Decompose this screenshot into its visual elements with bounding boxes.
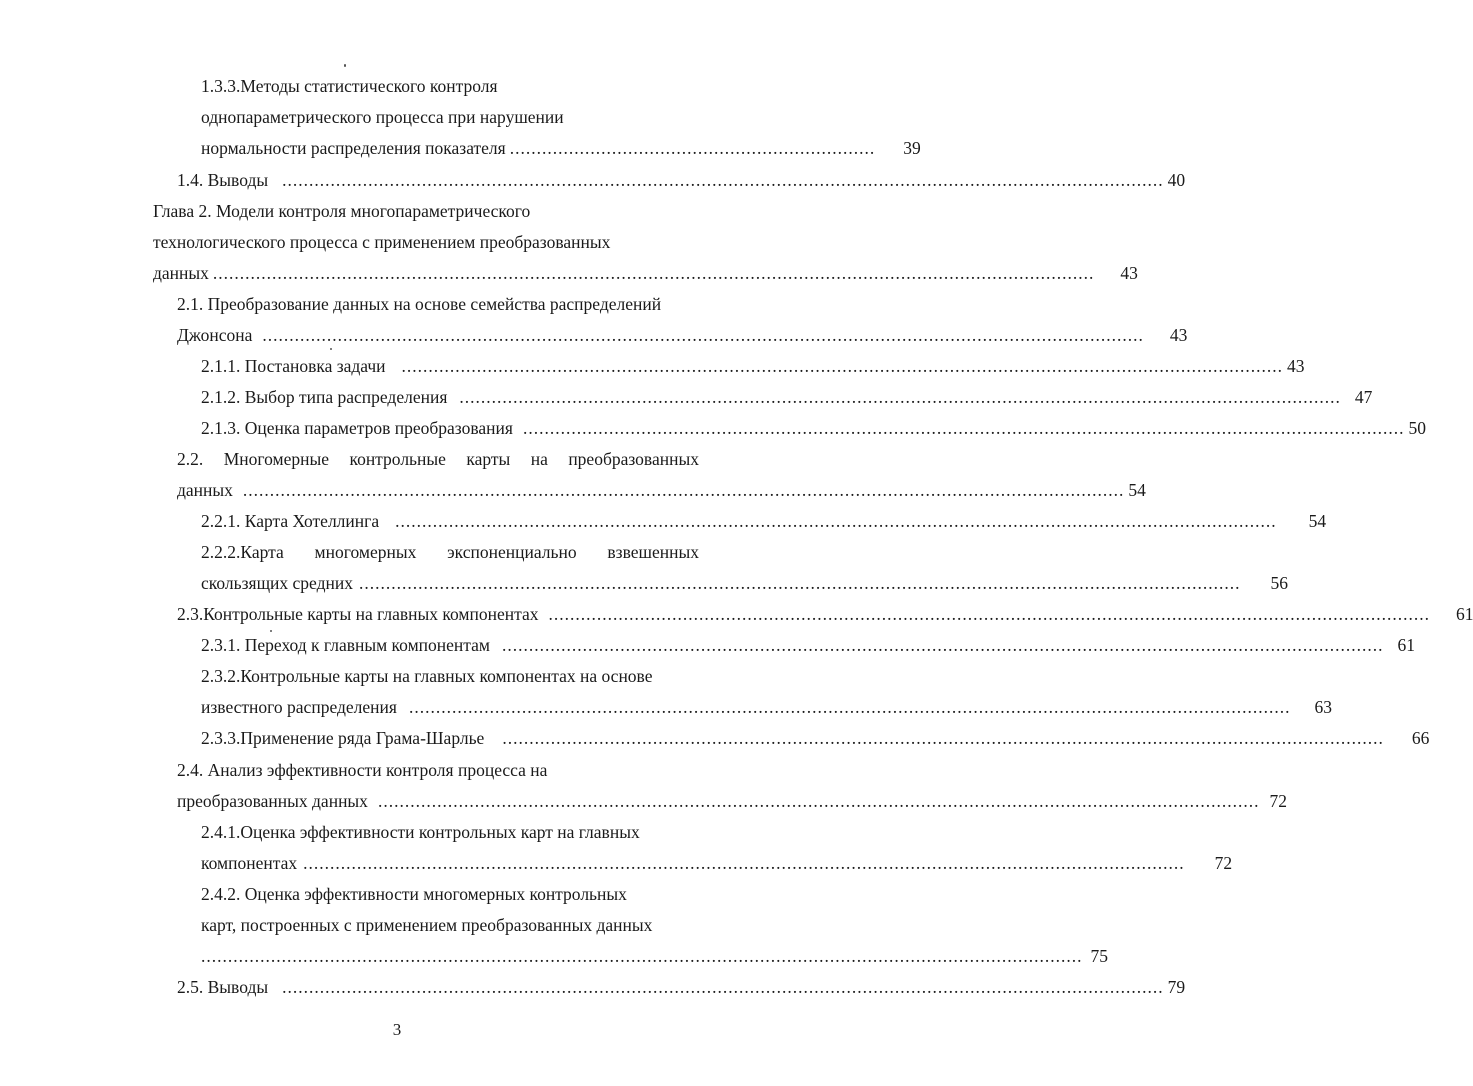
scan-speck	[344, 64, 346, 67]
toc-entry-text: известного распределения	[201, 697, 397, 717]
toc-page-number: 43	[1287, 356, 1305, 376]
toc-page-number: 54	[1308, 511, 1327, 531]
toc-entry-2-4-line1: 2.4. Анализ эффективности контроля процесса на	[177, 760, 548, 780]
leader-dots: ....................................................................................................................................................................	[212, 263, 1095, 283]
toc-page-number: 72	[1269, 791, 1287, 811]
toc-page-number: 79	[1167, 977, 1186, 997]
leader-dots: ....................................................................................................................................................................	[401, 356, 1284, 376]
leader-dots: ....................................................................................................................................................................	[459, 387, 1341, 407]
toc-word: многомерных	[314, 542, 417, 562]
toc-page-number: 72	[1214, 853, 1233, 873]
leader-dots: ....................................................................................................................................................................	[408, 697, 1291, 717]
toc-page-number: 56	[1270, 573, 1288, 593]
toc-entry-1-3-3-line2: однопараметрического процесса при нарушении	[201, 107, 564, 127]
toc-word: контрольные	[349, 449, 446, 469]
toc-entry-2-1-2	[201, 386, 1373, 408]
toc-chapter-2-line3	[153, 262, 1138, 284]
toc-entry-2-3-3	[201, 727, 1430, 749]
toc-page-number: 50	[1408, 418, 1426, 438]
toc-entry-2-4-2-line1: 2.4.2. Оценка эффективности многомерных контрольных	[201, 884, 627, 904]
leader-dots: ....................................................................................................................................................................	[282, 170, 1164, 190]
toc-word: экспоненциально	[447, 542, 577, 562]
toc-page-number: 54	[1128, 480, 1146, 500]
toc-entry-text: 1.4. Выводы	[177, 170, 269, 190]
leader-dots: ....................................................................................................................................................................	[242, 480, 1125, 500]
toc-page-number: 39	[903, 138, 921, 158]
toc-entry-text: 2.1.1. Постановка задачи	[201, 356, 386, 376]
toc-entry-2-1-3	[201, 417, 1426, 439]
toc-entry-2-2-line2	[177, 479, 1146, 501]
leader-dots: ....................................................................................................................................................................	[548, 604, 1430, 624]
toc-entry-text: 2.1.2. Выбор типа распределения	[201, 387, 448, 407]
toc-entry-1-3-3-line3	[201, 137, 921, 159]
toc-entry-2-4-1-line2	[201, 852, 1233, 874]
toc-entry-2-3-1	[201, 634, 1415, 656]
toc-word: Многомерные	[223, 449, 330, 469]
toc-entry-text: данных	[177, 480, 233, 500]
scan-speck	[330, 348, 332, 350]
toc-entry-text: преобразованных данных	[177, 791, 368, 811]
toc-entry-2-1-line2	[177, 324, 1188, 346]
toc-entry-2-1-1	[201, 355, 1305, 377]
toc-word: 2.2.	[177, 449, 204, 469]
leader-dots: ....................................................................................................................................................................	[201, 946, 1083, 966]
toc-entry-2-2-line1	[177, 448, 699, 470]
toc-entry-2-2-1	[201, 510, 1327, 532]
toc-page-number: 43	[1120, 263, 1138, 283]
toc-entry-2-2-2-line1	[201, 541, 699, 563]
leader-dots: ....................................................................................................................................................................	[501, 635, 1384, 655]
toc-page-number: 40	[1167, 170, 1186, 190]
toc-page-number: 63	[1314, 697, 1332, 717]
toc-chapter-2-line2: технологического процесса с применением преобразованных	[153, 232, 611, 252]
toc-entry-text: 2.3.3.Применение ряда Грама-Шарлье	[201, 728, 485, 748]
toc-entry-2-3-2-line1: 2.3.2.Контрольные карты на главных компонентах на основе	[201, 666, 653, 686]
leader-dots: ....................................................................................................................................................................	[522, 418, 1405, 438]
toc-word: преобразованных	[568, 449, 699, 469]
toc-page-number: 43	[1169, 325, 1188, 345]
toc-entry-1-3-3-line1: 1.3.3.Методы статистического контроля	[201, 76, 498, 96]
toc-word: 2.2.2.Карта	[201, 542, 284, 562]
leader-dots: ....................................................................................................................................................................	[262, 325, 1144, 345]
leader-dots: ....................................................................................................................................................................	[303, 853, 1185, 873]
scan-speck	[270, 630, 272, 632]
toc-chapter-2-line1: Глава 2. Модели контроля многопараметрического	[153, 201, 531, 221]
leader-dots: ....................................................................................................................................................................	[395, 511, 1277, 531]
toc-entry-text: скользящих средних	[201, 573, 353, 593]
toc-word: карты	[466, 449, 511, 469]
toc-entry-text: нормальности распределения показателя	[201, 138, 506, 158]
toc-word: на	[530, 449, 548, 469]
toc-entry-2-4-line2	[177, 790, 1287, 812]
leader-dots: ....................................................................................................................................................................	[358, 573, 1241, 593]
toc-entry-text: 2.3.1. Переход к главным компонентам	[201, 635, 490, 655]
toc-entry-text: данных	[153, 263, 209, 283]
toc-page-number: 61	[1397, 635, 1415, 655]
toc-entry-2-2-2-line2	[201, 572, 1288, 594]
toc-entry-text: 2.3.Контрольные карты на главных компонентах	[177, 604, 539, 624]
toc-page-number: 66	[1411, 728, 1430, 748]
toc-page-number: 61	[1455, 604, 1473, 624]
leader-dots: ....................................................................	[509, 138, 876, 158]
toc-entry-2-5	[177, 976, 1186, 998]
toc-entry-1-4	[177, 169, 1186, 191]
toc-entry-text: 2.5. Выводы	[177, 977, 269, 997]
page-number: 3	[392, 1020, 402, 1039]
toc-entry-2-4-2-line3	[201, 945, 1108, 967]
toc-entry-text: компонентах	[201, 853, 298, 873]
toc-entry-2-4-2-line2: карт, построенных с применением преобразованных данных	[201, 915, 653, 935]
toc-entry-2-3	[177, 603, 1473, 625]
toc-entry-text: Джонсона	[177, 325, 253, 345]
toc-page-number: 47	[1354, 387, 1373, 407]
toc-word: взвешенных	[607, 542, 699, 562]
toc-entry-2-1-line1: 2.1. Преобразование данных на основе семейства распределений	[177, 294, 662, 314]
toc-entry-2-4-1-line1: 2.4.1.Оценка эффективности контрольных карт на главных	[201, 822, 640, 842]
toc-entry-text: 2.1.3. Оценка параметров преобразования	[201, 418, 513, 438]
toc-page-number: 75	[1090, 946, 1108, 966]
leader-dots: ....................................................................................................................................................................	[502, 728, 1384, 748]
toc-entry-2-3-2-line2	[201, 696, 1332, 718]
toc-entry-text: 2.2.1. Карта Хотеллинга	[201, 511, 380, 531]
leader-dots: ....................................................................................................................................................................	[282, 977, 1164, 997]
leader-dots: ....................................................................................................................................................................	[377, 791, 1260, 811]
